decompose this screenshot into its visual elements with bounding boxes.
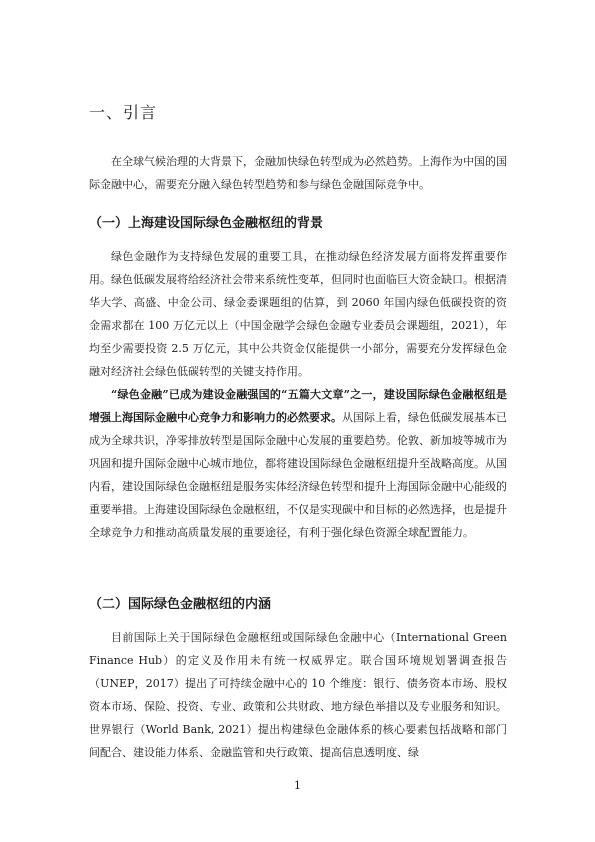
subsection-title-2: （二）国际绿色金融枢纽的内涵 [89,597,272,612]
connotation-paragraph: 目前国际上关于国际绿色金融枢纽或国际绿色金融中心（International Green Finance Hub）的定义及作用未有统一权威界定。联合国环境规划署调查报告（UNEP，2017）提出了可持续金融中心的 10 个维度：银行、债务资本市场、股权资本市场、保险、投资、专业、政策和公共财政、地方绿色举措以及专业服务和知识。世界银行（World Bank, 2021）提出构建绿色金融体系的核心要素包括战略和部门间配合、建设能力体系、金融监管和央行政策、提高信息透明度、绿 [89,631,507,759]
key-statement: “绿色金融”已成为建设金融强国的“五篇大文章”之一，建设国际绿色金融枢纽是增强上海国际金融中心竞争力和影响力的必然要求。 [89,388,507,424]
background-paragraph-1: 绿色金融作为支持绿色发展的重要工具，在推动绿色经济发展方面将发挥重要作用。绿色低碳发展将给经济社会带来系统性变革，但同时也面临巨大资金缺口。根据清华大学、高盛、中金公司、绿金委课题组的估算，到 2060 年国内绿色低碳投资的资金需求都在 100 万亿元以上（中国金融学会绿色金融专业委员会课题组，2021），年均至少需要投资 2.5 万亿元，其中公共资金仅能提供一小部分，需要充分发挥绿色金融对经济社会绿色低碳转型的关键支持作用。 [89,250,507,378]
intro-paragraph: 在全球气候治理的大背景下，金融加快绿色转型成为必然趋势。上海作为中国的国际金融中心，需要充分融入绿色转型趋势和参与绿色金融国际竞争中。 [89,155,507,191]
background-paragraph-2 [89,383,507,544]
subsection-title-1: （一）上海建设国际绿色金融枢纽的背景 [89,216,324,231]
background-paragraph-2-body: 从国际上看，绿色低碳发展基本已成为全球共识，净零排放转型是国际金融中心发展的重要趋势。伦敦、新加坡等城市为巩固和提升国际金融中心城市地位，都将建设国际绿色金融枢纽提升至战略高度。从国内看，建设国际绿色金融枢纽是服务实体经济绿色转型和提升上海国际金融中心能级的重要举措。上海建设国际绿色金融枢纽，不仅是实现碳中和目标的必然选择，也是提升全球竞争力和推动高质量发展的重要途径，有利于强化绿色资源全球配置能力。 [89,411,507,539]
page-number: 1 [294,779,301,792]
section-title: 一、引言 [89,103,158,122]
